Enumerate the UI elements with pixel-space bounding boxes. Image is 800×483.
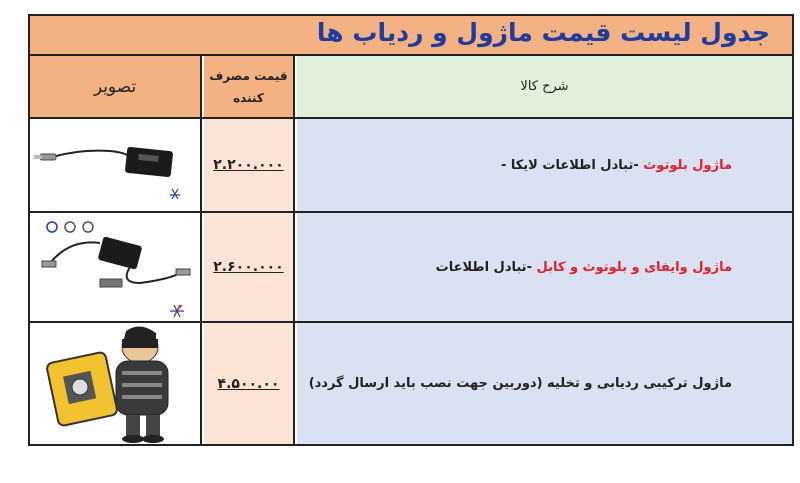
row-2-description (297, 260, 792, 275)
row-1-description (297, 158, 792, 173)
thief-carrying-totalstation-image (30, 323, 202, 444)
price-table (28, 14, 794, 446)
row-1-description-cell (297, 119, 792, 211)
header-price-line2: کننده (233, 90, 264, 105)
row-1-product-name: ماژول بلوتوث (643, 157, 732, 173)
row-2-description-cell (297, 213, 792, 321)
row-1-product-detail: -تبادل اطلاعات لایکا - (500, 157, 644, 173)
row-3-description (297, 376, 792, 391)
row-1-price: ۲.۲۰۰.۰۰۰ (213, 157, 284, 173)
row-2-image-cell (30, 213, 202, 321)
header-description-column: شرح کالا (297, 56, 792, 117)
bluetooth-module-image (30, 119, 202, 211)
header-price-column (204, 56, 295, 117)
row-3-description-cell (297, 323, 792, 444)
row-2-price: ۲.۶۰۰.۰۰۰ (213, 259, 284, 275)
row-2-product-name: ماژول وایفای و بلوتوث و کابل (536, 259, 732, 275)
wifi-bluetooth-cable-module-image (30, 213, 202, 321)
row-3-product-detail: ماژول ترکیبی ردیابی و تخلیه (دوربین جهت نصب باید ارسال گردد) (308, 376, 732, 391)
header-image-column: تصویر (30, 56, 202, 117)
row-2-price-cell (204, 213, 295, 321)
page-title: جدول لیست قیمت ماژول و ردیاب ها (316, 18, 770, 47)
row-3-price-cell (204, 323, 295, 444)
title-bar (30, 16, 792, 56)
row-1-price-cell (204, 119, 295, 211)
row-1-image-cell (30, 119, 202, 211)
row-2-product-detail: -تبادل اطلاعات (435, 259, 537, 275)
row-3-price: ۴.۵۰۰.۰۰ (217, 375, 280, 392)
header-price-line1: قیمت مصرف (209, 68, 288, 83)
row-3-image-cell (30, 323, 202, 444)
